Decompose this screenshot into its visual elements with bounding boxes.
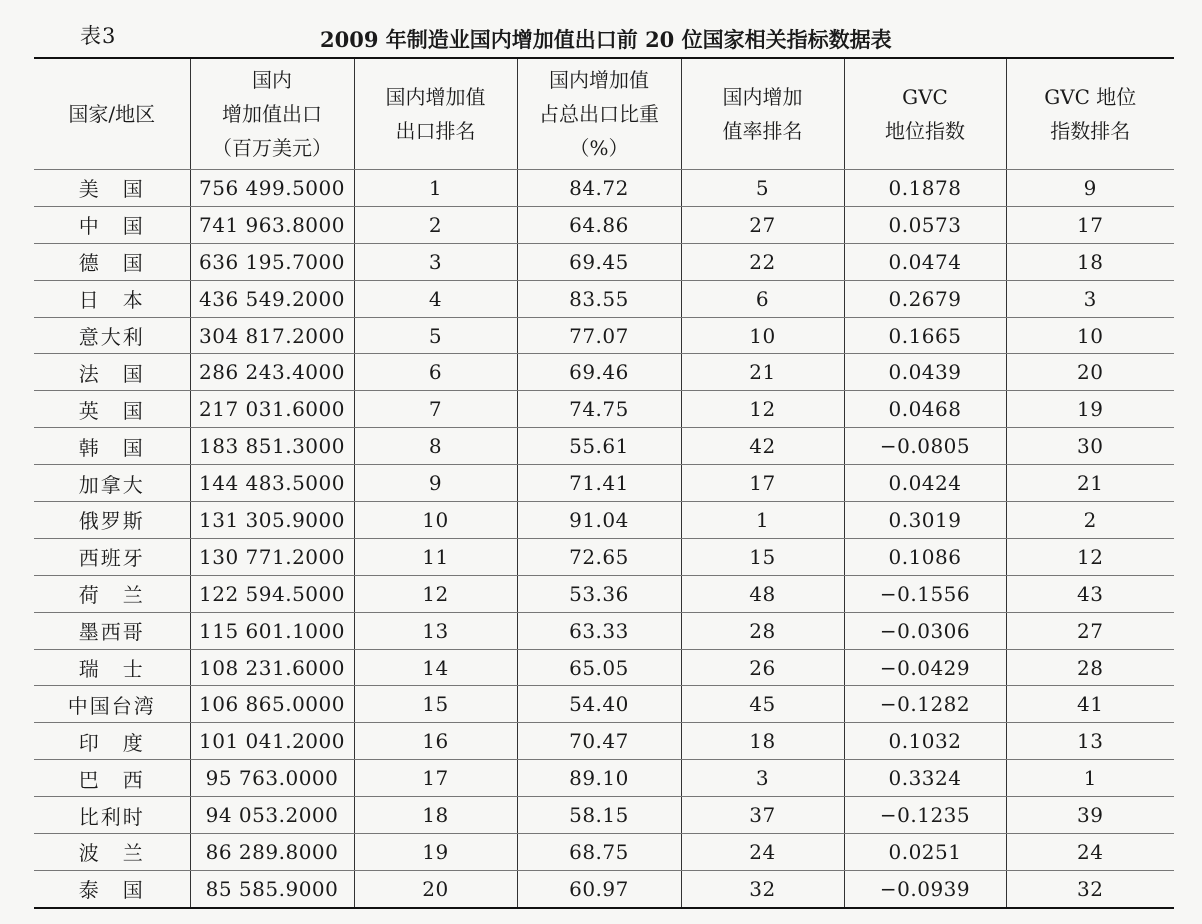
header-row (34, 58, 1174, 170)
gvc-index-cell: 0.1086 (844, 538, 1006, 575)
table-row (34, 723, 1174, 760)
gvc-index-cell: 0.0439 (844, 354, 1006, 391)
export-value-cell: 95 763.0000 (190, 760, 354, 797)
share-cell: 54.40 (517, 686, 681, 723)
country-cell: 俄罗斯 (34, 502, 190, 539)
table-row (34, 206, 1174, 243)
gvc-rank-cell: 10 (1006, 317, 1174, 354)
country-cell: 韩 国 (34, 428, 190, 465)
gvc-index-cell: −0.0939 (844, 870, 1006, 907)
gvc-index-cell: 0.0468 (844, 391, 1006, 428)
gvc-rank-cell: 43 (1006, 575, 1174, 612)
country-cell: 波 兰 (34, 834, 190, 871)
share-cell: 71.41 (517, 465, 681, 502)
gvc-index-cell: −0.1556 (844, 575, 1006, 612)
gvc-index-cell: −0.0306 (844, 612, 1006, 649)
country-cell: 日 本 (34, 280, 190, 317)
rate-rank-cell: 12 (681, 391, 844, 428)
share-cell: 72.65 (517, 538, 681, 575)
country-cell: 墨西哥 (34, 612, 190, 649)
export-value-cell: 636 195.7000 (190, 243, 354, 280)
gvc-rank-cell: 1 (1006, 760, 1174, 797)
table-row (34, 870, 1174, 907)
gvc-rank-cell: 13 (1006, 723, 1174, 760)
table-row (34, 354, 1174, 391)
table-row (34, 575, 1174, 612)
gvc-index-cell: 0.0573 (844, 206, 1006, 243)
export-rank-cell: 10 (354, 502, 517, 539)
rate-rank-cell: 15 (681, 538, 844, 575)
export-value-cell: 108 231.6000 (190, 649, 354, 686)
gvc-rank-cell: 28 (1006, 649, 1174, 686)
table-row (34, 538, 1174, 575)
share-cell: 77.07 (517, 317, 681, 354)
share-cell: 83.55 (517, 280, 681, 317)
table-row (34, 612, 1174, 649)
export-value-cell: 131 305.9000 (190, 502, 354, 539)
export-value-cell: 106 865.0000 (190, 686, 354, 723)
export-rank-cell: 7 (354, 391, 517, 428)
rate-rank-cell: 48 (681, 575, 844, 612)
country-cell: 英 国 (34, 391, 190, 428)
header-line: （%） (569, 136, 629, 160)
table-row (34, 834, 1174, 871)
table-row (34, 797, 1174, 834)
country-cell: 中 国 (34, 206, 190, 243)
table-row (34, 391, 1174, 428)
share-cell: 74.75 (517, 391, 681, 428)
gvc-rank-cell: 24 (1006, 834, 1174, 871)
export-value-cell: 217 031.6000 (190, 391, 354, 428)
export-rank-cell: 13 (354, 612, 517, 649)
rate-rank-cell: 17 (681, 465, 844, 502)
gvc-index-cell: −0.0429 (844, 649, 1006, 686)
rate-rank-cell: 26 (681, 649, 844, 686)
share-cell: 69.45 (517, 243, 681, 280)
table-row (34, 760, 1174, 797)
share-cell: 53.36 (517, 575, 681, 612)
export-rank-cell: 18 (354, 797, 517, 834)
export-rank-cell: 1 (354, 170, 517, 207)
export-value-cell: 94 053.2000 (190, 797, 354, 834)
header-line: 地位指数 (885, 119, 965, 143)
header-line: 指数排名 (1050, 119, 1131, 143)
share-cell: 55.61 (517, 428, 681, 465)
share-cell: 91.04 (517, 502, 681, 539)
country-cell: 荷 兰 (34, 575, 190, 612)
export-rank-cell: 5 (354, 317, 517, 354)
gvc-index-cell: 0.0474 (844, 243, 1006, 280)
country-cell: 比利时 (34, 797, 190, 834)
export-value-cell: 130 771.2000 (190, 538, 354, 575)
table-row (34, 649, 1174, 686)
rate-rank-cell: 22 (681, 243, 844, 280)
gvc-rank-cell: 12 (1006, 538, 1174, 575)
gvc-rank-cell: 30 (1006, 428, 1174, 465)
share-cell: 63.33 (517, 612, 681, 649)
rate-rank-cell: 45 (681, 686, 844, 723)
share-cell: 65.05 (517, 649, 681, 686)
gvc-rank-cell: 9 (1006, 170, 1174, 207)
rate-rank-header (681, 58, 844, 170)
country-cell: 西班牙 (34, 538, 190, 575)
export-value-cell: 101 041.2000 (190, 723, 354, 760)
country-cell: 中国台湾 (34, 686, 190, 723)
indicator-table (34, 57, 1174, 909)
gvc-rank-cell: 19 (1006, 391, 1174, 428)
table-row (34, 280, 1174, 317)
rate-rank-cell: 18 (681, 723, 844, 760)
rate-rank-cell: 6 (681, 280, 844, 317)
share-cell: 60.97 (517, 870, 681, 907)
export-rank-cell: 6 (354, 354, 517, 391)
country-cell: 泰 国 (34, 870, 190, 907)
table-row (34, 170, 1174, 207)
table-header (34, 58, 1174, 170)
gvc-rank-cell: 32 (1006, 870, 1174, 907)
gvc-rank-cell: 21 (1006, 465, 1174, 502)
gvc-rank-cell: 3 (1006, 280, 1174, 317)
gvc-rank-cell: 20 (1006, 354, 1174, 391)
rate-rank-cell: 27 (681, 206, 844, 243)
country-cell: 印 度 (34, 723, 190, 760)
share-cell: 89.10 (517, 760, 681, 797)
export-rank-cell: 16 (354, 723, 517, 760)
export-value-cell: 144 483.5000 (190, 465, 354, 502)
country-cell: 瑞 士 (34, 649, 190, 686)
country-cell: 加拿大 (34, 465, 190, 502)
table-row (34, 686, 1174, 723)
header-line: 国内 (252, 68, 292, 92)
gvc-rank-cell: 18 (1006, 243, 1174, 280)
rate-rank-cell: 21 (681, 354, 844, 391)
export-rank-cell: 12 (354, 575, 517, 612)
export-value-header (190, 58, 354, 170)
export-value-cell: 756 499.5000 (190, 170, 354, 207)
export-rank-cell: 11 (354, 538, 517, 575)
header-line: 国家/地区 (68, 102, 156, 126)
export-value-cell: 286 243.4000 (190, 354, 354, 391)
export-rank-cell: 17 (354, 760, 517, 797)
gvc-index-header (844, 58, 1006, 170)
export-value-cell: 436 549.2000 (190, 280, 354, 317)
country-cell: 美 国 (34, 170, 190, 207)
export-rank-cell: 4 (354, 280, 517, 317)
gvc-rank-cell: 17 (1006, 206, 1174, 243)
export-value-cell: 183 851.3000 (190, 428, 354, 465)
gvc-index-cell: 0.2679 (844, 280, 1006, 317)
export-rank-cell: 9 (354, 465, 517, 502)
table-row (34, 317, 1174, 354)
header-line: 增加值出口 (222, 102, 322, 126)
country-cell: 德 国 (34, 243, 190, 280)
rate-rank-cell: 1 (681, 502, 844, 539)
share-cell: 58.15 (517, 797, 681, 834)
header-line: 国内增加值 (385, 85, 486, 109)
share-header (517, 58, 681, 170)
table-row (34, 465, 1174, 502)
rate-rank-cell: 42 (681, 428, 844, 465)
header-line: 国内增加值 (549, 68, 649, 92)
gvc-rank-cell: 2 (1006, 502, 1174, 539)
gvc-index-cell: −0.0805 (844, 428, 1006, 465)
export-value-cell: 122 594.5000 (190, 575, 354, 612)
share-cell: 64.86 (517, 206, 681, 243)
header-line: 国内增加 (722, 85, 803, 109)
table-body (34, 170, 1174, 908)
gvc-index-cell: 0.3019 (844, 502, 1006, 539)
header-line: 占总出口比重 (539, 102, 659, 126)
export-value-cell: 86 289.8000 (190, 834, 354, 871)
export-rank-header (354, 58, 517, 170)
country-cell: 意大利 (34, 317, 190, 354)
export-rank-cell: 3 (354, 243, 517, 280)
gvc-index-cell: 0.0251 (844, 834, 1006, 871)
header-line: GVC (902, 85, 948, 109)
gvc-index-cell: −0.1282 (844, 686, 1006, 723)
share-cell: 84.72 (517, 170, 681, 207)
share-cell: 69.46 (517, 354, 681, 391)
gvc-index-cell: 0.1032 (844, 723, 1006, 760)
table-title: 2009 年制造业国内增加值出口前 20 位国家相关指标数据表 (320, 27, 892, 52)
export-rank-cell: 14 (354, 649, 517, 686)
country-cell: 法 国 (34, 354, 190, 391)
header-line: 值率排名 (722, 119, 803, 143)
rate-rank-cell: 32 (681, 870, 844, 907)
header-line: （百万美元） (212, 136, 332, 160)
gvc-index-cell: −0.1235 (844, 797, 1006, 834)
rate-rank-cell: 10 (681, 317, 844, 354)
rate-rank-cell: 24 (681, 834, 844, 871)
export-value-cell: 115 601.1000 (190, 612, 354, 649)
export-rank-cell: 15 (354, 686, 517, 723)
export-value-cell: 85 585.9000 (190, 870, 354, 907)
header-line: 出口排名 (395, 119, 476, 143)
export-rank-cell: 19 (354, 834, 517, 871)
gvc-rank-cell: 27 (1006, 612, 1174, 649)
gvc-rank-cell: 39 (1006, 797, 1174, 834)
share-cell: 70.47 (517, 723, 681, 760)
rate-rank-cell: 3 (681, 760, 844, 797)
gvc-rank-header (1006, 58, 1174, 170)
gvc-index-cell: 0.3324 (844, 760, 1006, 797)
gvc-index-cell: 0.0424 (844, 465, 1006, 502)
export-rank-cell: 20 (354, 870, 517, 907)
export-rank-cell: 2 (354, 206, 517, 243)
gvc-rank-cell: 41 (1006, 686, 1174, 723)
share-cell: 68.75 (517, 834, 681, 871)
table-row (34, 502, 1174, 539)
rate-rank-cell: 37 (681, 797, 844, 834)
table-number-label: 表3 (80, 24, 117, 48)
export-value-cell: 304 817.2000 (190, 317, 354, 354)
country-header (34, 58, 190, 170)
country-cell: 巴 西 (34, 760, 190, 797)
table-row (34, 243, 1174, 280)
gvc-index-cell: 0.1665 (844, 317, 1006, 354)
gvc-index-cell: 0.1878 (844, 170, 1006, 207)
table-row (34, 428, 1174, 465)
export-rank-cell: 8 (354, 428, 517, 465)
rate-rank-cell: 28 (681, 612, 844, 649)
header-line: GVC 地位 (1044, 85, 1137, 109)
export-value-cell: 741 963.8000 (190, 206, 354, 243)
rate-rank-cell: 5 (681, 170, 844, 207)
